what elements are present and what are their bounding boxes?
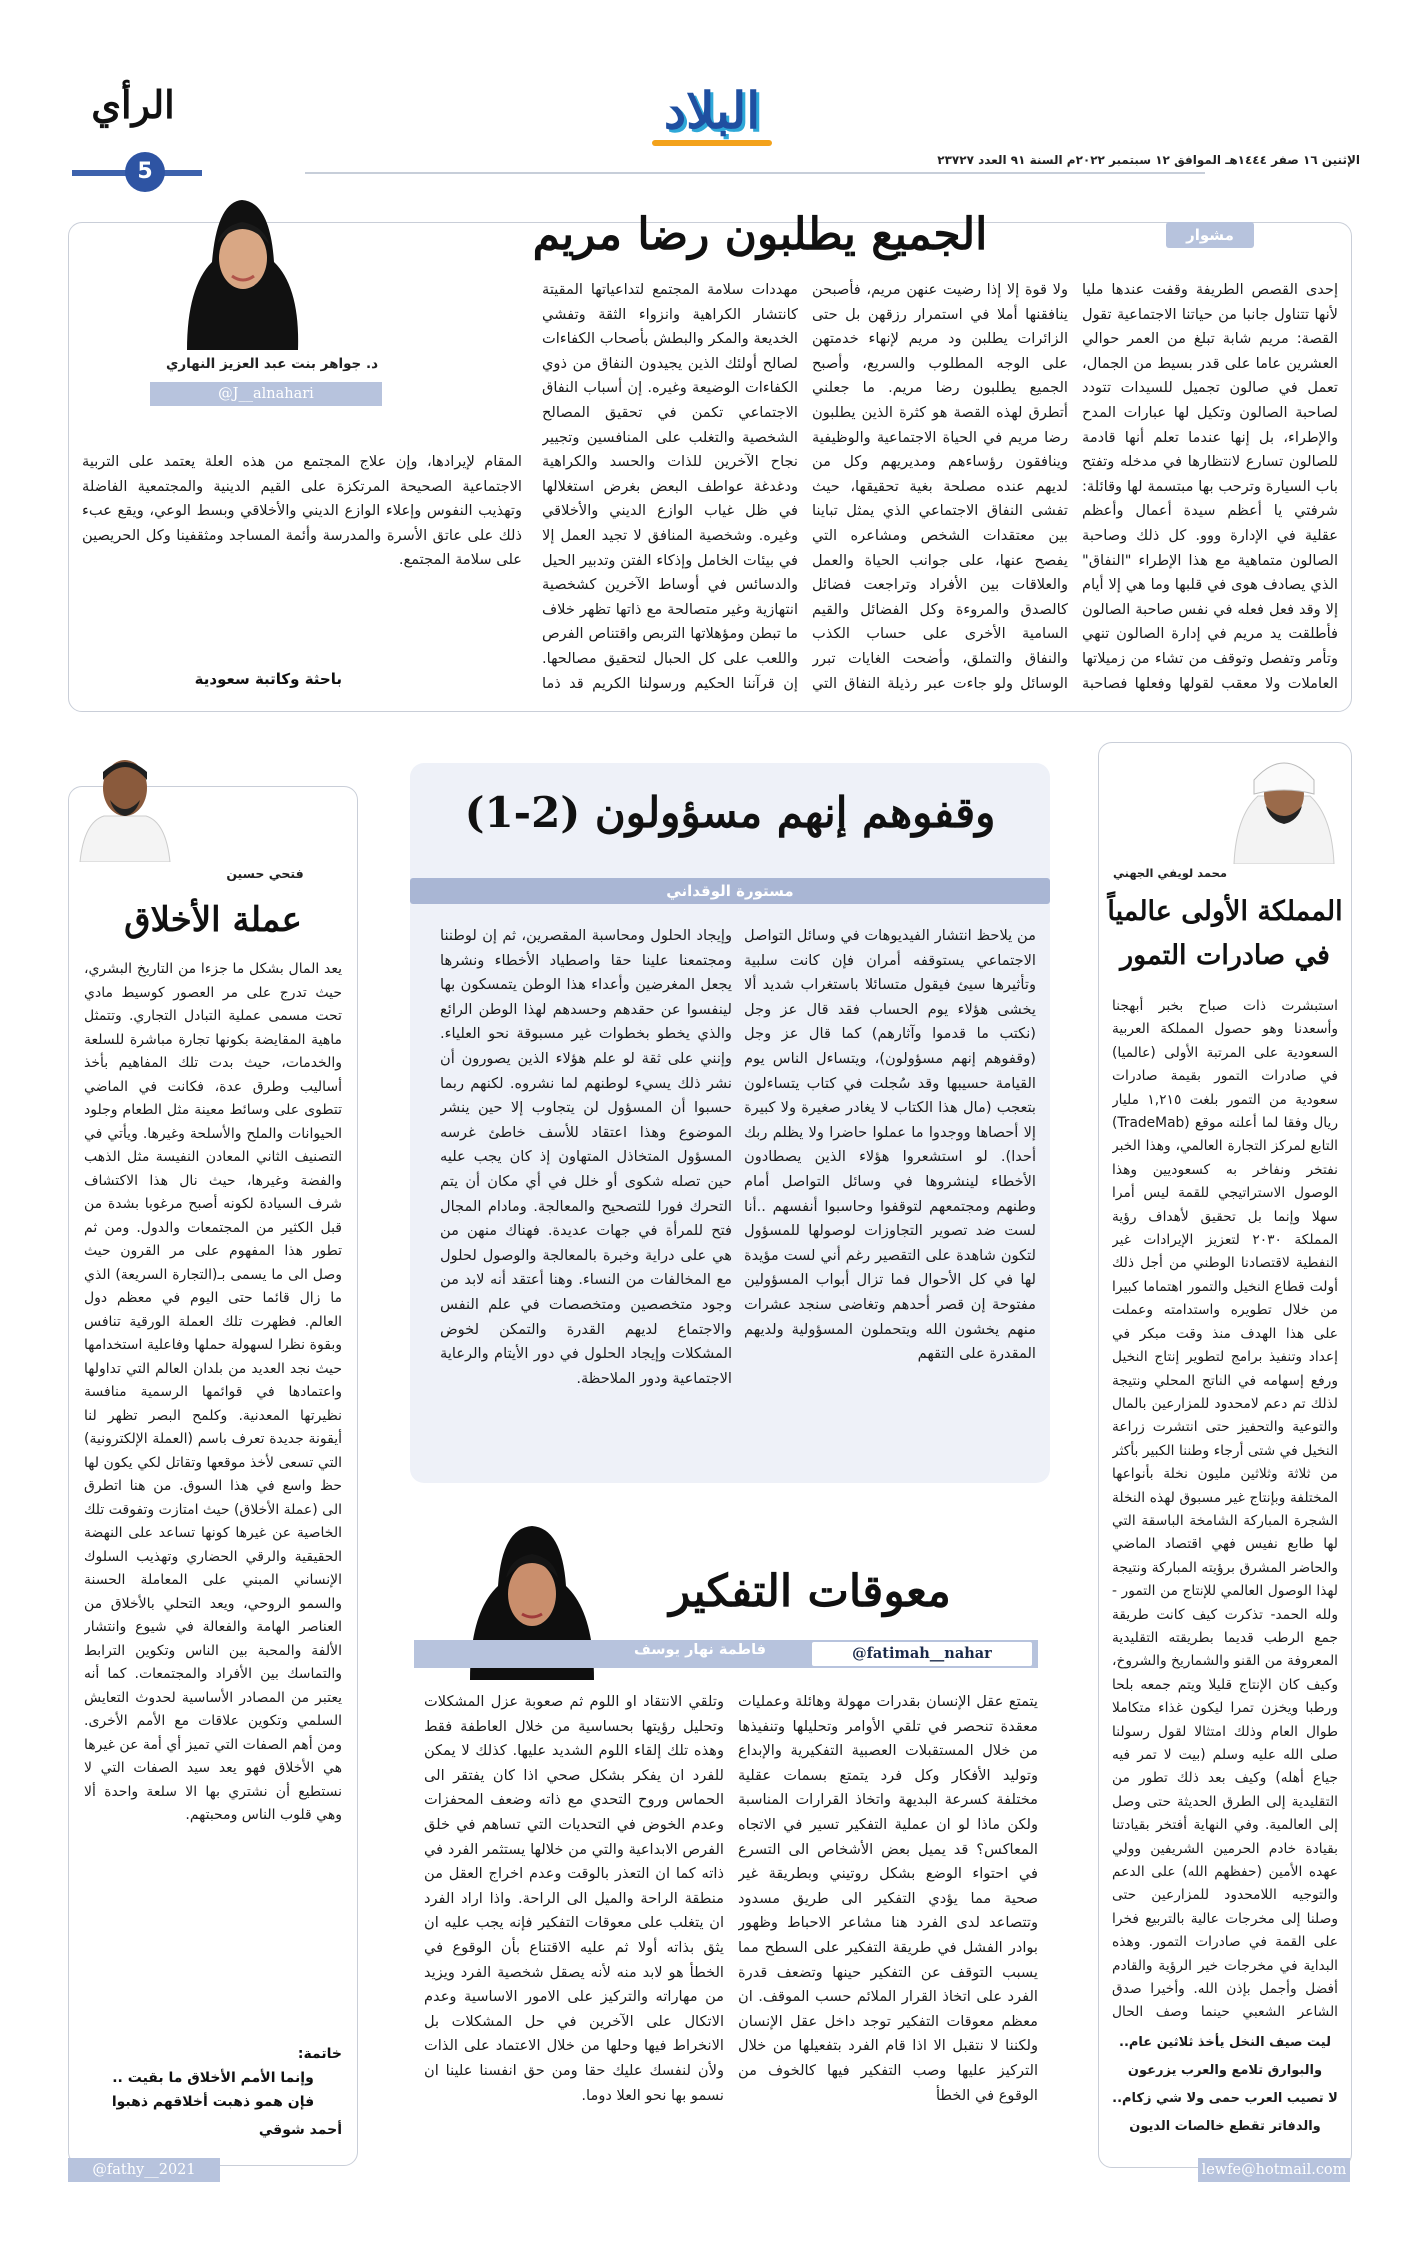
quote-line: وإنما الأمم الأخلاق ما بقيت .. (112, 2070, 314, 2086)
quote-line: فإن همو ذهبت أخلاقهم ذهبوا (111, 2094, 315, 2110)
quote-signature: أحمد شوقي (258, 2122, 342, 2138)
author-photo-mohammed (1228, 746, 1340, 864)
poem-line: لا تصيب العرب حمى ولا شي زكام.. (1112, 2091, 1338, 2106)
article1-col3: مهددات سلامة المجتمع لتداعياتها المقيتة كانتشار الكراهية وانزواء الثقة وتفشي الخديعة والمكر والبطش بأصحاب الكفاءات لصالح أولئك الذين يجيدون النفاق من ذوي الكفاءات الوضيعة وغيره. إن أسباب النفاق الاجتماعي تكمن في تحقيق المصالح الشخصية والتغلب على المنافسين وتجيير نجاح الآخرين للذات والحسد والكراهية ودغدغة عواطف البعض بغرض استغلالها في ظل غياب الوازع الديني والأخلاقي وغيره. وشخصية المنافق لا تجيد العمل إلا في بيئات الخامل وإذكاء الفتن وتدبير الحيل والدسائس في أوساط الآخرين كشخصية انتهازية وغير متصالحة مع ذاتها تظهر خلاف ما تبطن ومؤهلاتها التربص واقتناص الفرص واللعب على كل الحبال لتحقيق مصالحها. إن قرآننا الحكيم ورسولنا الكريم قد ذما (542, 281, 798, 692)
article4-title: عملة الأخلاق (124, 900, 302, 940)
author-photo-fathy (74, 742, 176, 862)
article2-email[interactable]: lewfe@hotmail.com (1198, 2158, 1350, 2182)
article1-col4: المقام لإيرادها، وإن علاج المجتمع من هذه العلة يعتمد على التربية الاجتماعية الصحيحة المرتكزة على القيم الدينية والمجتمعية الفاضلة وتهذيب النفوس وإعلاء الوازع الديني والأخلاقي وبسط الوعي، ويقع عبء ذلك على عاتق الأسرة والمدرسة وأئمة المساجد ومثقفينا وكل الحريصين على سلامة المجتمع. (82, 453, 522, 569)
date-line: الإثنين ١٦ صفر ١٤٤٤هـ الموافق ١٢ سبتمبر ٢٠٢٢م السنة ٩١ العدد ٢٣٧٢٧ (937, 153, 1360, 167)
article5-handle[interactable]: @fatimah__nahar (812, 1642, 1032, 1666)
article4-author: فتحي حسين (226, 866, 304, 881)
article2-title-line1: المملكة الأولى عالمياً (1107, 896, 1343, 927)
article5-col1: يتمتع عقل الإنسان بقدرات مهولة وهائلة وعمليات معقدة تنحصر في تلقي الأوامر وتحليلها وتنفيذها من خلال المستقبلات العصبية التفكيرية والإبداع وتوليد الأفكار وكل فرد يتمتع بسمات عقلية مختلفة كسرعة البديهة واتخاذ القرارات المناسبة ولكن ماذا لو ان عملية التفكير تسير في الاتجاه المعاكس؟ قد يميل بعض الأشخاص الى التسرع في احتواء الوضع بشكل روتيني وبطريقة غير صحية مما يؤدي التفكير الى طريق مسدود وتتصاعد لدى الفرد هنا مشاعر الاحباط وظهور بوادر الفشل في طريقة التفكير على السطح مما يسبب التوقف عن التفكير حينها وتضعف قدرة الفرد على اتخاذ القرار الملائم حسب الموقف. ان معظم معوقات التفكير توجد داخل عقل الإنسان ولكننا لا نتقبل الا اذا قام الفرد بتفعيلها من خلال التركيز عليها وصب التفكير فيها كالخوف من الوقوع في الخطأ (738, 1693, 1038, 2104)
article4-handle[interactable]: @fathy__2021 (68, 2158, 220, 2182)
author-photo-jawaher (172, 192, 312, 350)
poem-line: ليت صيف النخل يأخذ ثلاثين عام.. (1119, 2035, 1331, 2050)
article5-title: معوقات التفكير (669, 1566, 951, 1617)
article4-body: يعد المال بشكل ما جزءا من التاريخ البشري، حيث تدرج على مر العصور كوسيط مادي تحت مسمى عملية التبادل التجاري. وتتمثل ماهية المقايضة بكونها تجارة مباشرة للسلعة والخدمات، حيث بدت تلك المفاهيم بأخذ أساليب وطرق عدة، فكانت في الماضي تتطوى على وسائط معينة مثل الطعام وجلود الحيوانات والملح والأسلحة وغيرها. ويأتي في التصنيف الثاني المعادن النفيسة مثل الذهب والفضة وغيرها، حيث نال هذا الاكتشاف شرف السيادة لكونه أصبح مرغوبا بشدة من قبل الكثير من المجتمعات والدول. ومن ثم تطور هذا المفهوم على مر القرون حيث وصل الى ما يسمى بـ(التجارة السريعة) الذي ما زال قائما حتى اليوم في معظم دول العالم. فظهرت تلك العملة الورقية تنافس وبقوة نظرا لسهولة حملها وفاعلية استخدامها حيث نجد العديد من بلدان العالم التي تداولها واعتمادها في قوائمها الرسمية منافسة نظيرتها المعدنية. وكلمح البصر تظهر لنا أيقونة جديدة تعرف باسم (العملة الإلكترونية) التي تسعى لأخذ موقعها وتقاتل لكي يكون لها حظ واسع في هذا السوق. من هنا اتطرق الى (عملة الأخلاق) حيث امتازت وتفوقت تلك الخاصية عن غيرها كونها تساعد على النهضة الحقيقية والرقي الحضاري وتهذيب السلوك الإنساني المبني على المعاملة الحسنة والسمو الروحي، ويعد التحلي بالأخلاق من العناصر الهامة والفعالة في شيوع وانتشار الألفة والمحبة بين الناس وتكوين الترابط والتماسك بين الأفراد والمجتمعات. كما أنه يعتبر من المصادر الأساسية لحدوث التعايش السلمي وتكوين علاقات مع الأمم الأخرى. ومن أهم الصفات التي تميز أي أمة عن غيرها هي الأخلاق فهو يعد سيد الصفات التي لا نستطيع أن نشتري بها الا سلعة واحدة ألا وهي قلوب الناس ومحبتهم. (84, 961, 342, 1823)
section-rule-right (305, 172, 1205, 174)
section-title: الرأي (91, 82, 175, 127)
article5-author: فاطمة نهار يوسف (633, 1642, 767, 1658)
article2-body: استبشرت ذات صباح بخبر أبهجنا وأسعدنا وهو حصول المملكة العربية السعودية على المرتبة الأولى (عالميا) في صادرات التمور بقيمة صادرات سعودية من التمور بلغت ١,٢١٥ مليار ريال وفقا لما أعلنه موقع (TradeMab) التابع لمركز التجارة العالمي، وهذا الخبر نفتخر ونفاخر به كسعوديين وهذا الوصول الاستراتيجي للقمة ليس أمرا سهلا وإنما بل تحقيق لأهداف رؤية المملكة ٢٠٣٠ لتعزيز الإيرادات غير النفطية لاقتصادنا الوطني من أجل ذلك أولت قطاع النخيل والتمور اهتماما كبيرا من خلال تطويره واستدامته وعملت على هذا الهدف منذ وقت مبكر في إعداد وتنفيذ برامج لتطوير إنتاج النخيل ورفع إسهامه في الناتج المحلي ونتيجة لذلك تم دعم لامحدود للمزارعين بالمال والتوعية والتحفيز حتى انتشرت زراعة النخيل في شتى أرجاء وطننا الكبير بأكثر من ثلاثة وثلاثين مليون نخلة بأنواعها المختلفة وبإنتاج غير مسبوق لهذه النخلة الشجرة المباركة الشامخة الباسقة التي لها طابع نفيس فهي اقتصاد الماضي والحاضر المشرق برؤيته المباركة ونتيجة لهذا الوصول العالمي للإنتاج من التمور - ولله الحمد- تذكرت كيف كانت طريقة جمع الرطب قديما بطريقته التقليدية المعروفة من القنو والشماريخ والشروخ، وكيف كان الإنتاج قليلا ويتم جمعه بلحا ورطبا ويخزن تمرا ليكون غذاء متكاملا طوال العام وذلك امتثالا لقول رسولنا صلى الله عليه وسلم (بيت لا تمر فيه جياع أهله) وكيف بعد ذلك تطور من التقليدية إلى الطرق الحديثة حتى وصل إلى العالمية. وفي النهاية أفتخر بقيادتنا بقيادة خادم الحرمين الشريفين وولي عهده الأمين (حفظهم الله) على الدعم والتوجيه اللامحدود للمزارعين حتى وصلنا إلى مخرجات عالية بالتربيع فخرا على القمة في صادرات التمور. وهذه البداية في مخرجات خير الرؤية والقادم أفضل وأجمل بإذن الله. وأخيرا صدق الشاعر الشعبي حينما وصف الحال (1112, 998, 1338, 2021)
article2-poem (1112, 2030, 1338, 2140)
article2-title-line2: في صادرات التمور (1120, 940, 1330, 971)
logo: البلاد (663, 81, 761, 140)
logo-underline (652, 140, 772, 146)
article1-handle[interactable]: @J__alnahari (150, 382, 382, 406)
page-number: 5 (137, 159, 153, 184)
poem-line: والبوارق تلامع والعرب يزرعون (1127, 2063, 1323, 2078)
article5-col2: وتلقي الانتقاد او اللوم ثم صعوبة عزل المشكلات وتحليل رؤيتها بحساسية من خلال العاطفة فقط وهذه تلك إلقاء اللوم الشديد عليها. كذلك لا يمكن للفرد ان يفكر بشكل صحي اذا كان يفتقر الى الحماس وروح التحدي مع ذاته وضعف المحفزات وعدم الخوض في التحديات التي تساهم في خلق الفرص الابداعية والتي من خلالها يستثمر الفرد في ذاته كما ان التعذر بالوقت وعدم اخراج العقل من منطقة الراحة والميل الى الراحة. واذا اراد الفرد ان يتغلب على معوقات التفكير فإنه يجب عليه ان يثق بذاته أولا ثم عليه الاقتناع بأن الوقوع في الخطأ هو لابد منه لأنه يصقل شخصية الفرد ويزيد من مهاراته والتركيز على الامور الاساسية وعدم الاتكال على الآخرين في حل المشكلات بل الانخراط فيها وحلها من خلال الاعتماد على الذات ولأن لنفسك عليك حقا ومن حق انفسنا علينا ان نسمو بها نحو العلا دوما. (424, 1693, 724, 2104)
article4-conclusion (84, 2042, 342, 2142)
article3-col1: من يلاحظ انتشار الفيديوهات في وسائل التواصل الاجتماعي يستوقفه أمران فإن كانت سلبية وتأثيرها سيئ فيقول متسائلا باستغراب شديد ألا يخشى هؤلاء يوم الحساب فقد قال عز وجل (نكتب ما قدموا وآثارهم) كما قال عز وجل (وقفوهم إنهم مسؤولون)، ويتساءل الناس يوم القيامة حسيبها وقد سُجلت في كتاب يتساءلون بتعجب (مال هذا الكتاب لا يغادر صغيرة ولا كبيرة إلا أحصاها ووجدوا ما عملوا حاضرا ولا يظلم ربك أحدا). لو استشعروا هؤلاء الذين يصطادون الأخطاء لينشروها في وسائل التواصل أمام وطنهم ومجتمعهم لتوقفوا وحاسبوا أنفسهم ..أنا لست ضد تصوير التجاوزات لوصولها للمسؤول لتكون شاهدة على التقصير رغم أني لست مؤيدة لها في كل الأحوال فما تزال أبواب المسؤولين مفتوحة إن قصر أحدهم وتغاضى سنجد عشرات منهم يخشون الله ويتحملون المسؤولية ولديهم المقدرة على التقهم (744, 927, 1036, 1363)
article3-col2: وإيجاد الحلول ومحاسبة المقصرين، ثم إن لوطننا ومجتمعنا علينا حقا واصطياد الأخطاء ونشرها يجعل المغرضين وأعداء هذا الوطن يتمسكون بها لينفسوا عن حقدهم وحسدهم لهذا الوطن الرائع والذي يخطو بخطوات غير مسبوقة نحو العلياء. وإنني على ثقة لو علم هؤلاء الذين يصورون أن نشر ذلك يسيء لوطنهم لما نشروه. لكنهم ربما حسبوا أن المسؤول لن يتجاوب إلا حين ينشر الموضوع وهذا اعتقاد للأسف خاطئ غرسه المسؤول المتخاذل المتهاون إذ كان يجب عليه حين تصله شكوى أو خلل في أي مكان أن يتم التحرك فورا للتصحيح والمعالجة. ومادام المجال فتح للمرأة في جهات عديدة. فهناك منهن من هي على دراية وخبرة بالمعالجة والوصول لحلول مع المخالفات من النساء. وهنا أعتقد أنه لابد من وجود متخصصين ومتخصصات في علم النفس والاجتماع لديهم القدرة والتمكن لخوض المشكلات وإيجاد الحلول في دور الأيتام والرعاية الاجتماعية ودور الملاحظة. (440, 927, 732, 1387)
article1-col2: ولا قوة إلا إذا رضيت عنهن مريم، فأصبحن ينافقنها أملا في استمرار رزقهن بل حتى الزائرات يطلبن ود مريم لإنهاء خدمتهن على الوجه المطلوب والسريع، وأصبح الجميع يطلبون رضا مريم. ما جعلني أتطرق لهذه القصة هو كثرة الذين يطلبون رضا مريم في الحياة الاجتماعية والوظيفية وينافقون رؤساءهم ومديريهم وكل من لديهم عنده مصلحة بغية تحقيقها، حيث تفشى النفاق الاجتماعي الذي يمثل تباينا بين معتقدات الشخص ومشاعره التي يفصح عنها، على جوانب الحياة والعمل والعلاقات بين الأفراد وتراجعت فضائل كالصدق والمروءة وكل الفضائل والقيم السامية الأخرى على حساب الكذب والنفاق والتملق، وأضحت الغايات تبرر الوسائل ولو جاءت عبر رذيلة النفاق التي (812, 281, 1068, 692)
article1-author: د. جواهر بنت عبد العزيز النهاري (165, 356, 379, 372)
article3-title: وقفوهم إنهم مسؤولون (2-1) (464, 788, 996, 837)
article1-col1: إحدى القصص الطريفة وقفت عندها مليا لأنها تتناول جانبا من حياتنا الاجتماعية تقول القصة: مريم شابة تبلغ من العمر حوالي العشرين عاما على قدر بسيط من الجمال، تعمل في صالون تجميل للسيدات تتودد لصاحبة الصالون وتكيل لها عبارات المدح والإطراء، بل إنها عندما تعلم أنها قادمة للصالون تسارع لانتظارها في مدخله وتفتح باب السيارة وترحب بها مبتسمة لها وقائلة: شرفتي يا أعظم سيدة أعمال وأعظم عقلية في الإدارة ووو. كل ذلك وصاحبة الصالون متماهية مع هذا الإطراء "النفاق" الذي يصادف هوى في قلبها وما هي إلا أيام إلا وقد فعل فعله في نفس صاحبة الصالون فأطلقت يد مريم في إدارة الصالون تنهي وتأمر وتفصل وتوقف من تشاء من زميلاتها العاملات ولا معقب لقولها وفعلها فصاحبة (1082, 281, 1338, 692)
article3-author: مستورة الوقداني (410, 878, 1050, 904)
poem-line: والدفاتر تقطع خالصات الديون (1129, 2119, 1321, 2134)
conclusion-label: خاتمة: (297, 2046, 342, 2062)
article1-title: الجميع يطلبون رضا مريم (532, 209, 988, 260)
article1-author-role: باحثة وكاتبة سعودية (194, 670, 342, 688)
article2-author: محمد لويفي الجهني (1113, 866, 1227, 880)
page-number-badge (125, 152, 165, 192)
column-tab: مشوار (1166, 222, 1254, 248)
